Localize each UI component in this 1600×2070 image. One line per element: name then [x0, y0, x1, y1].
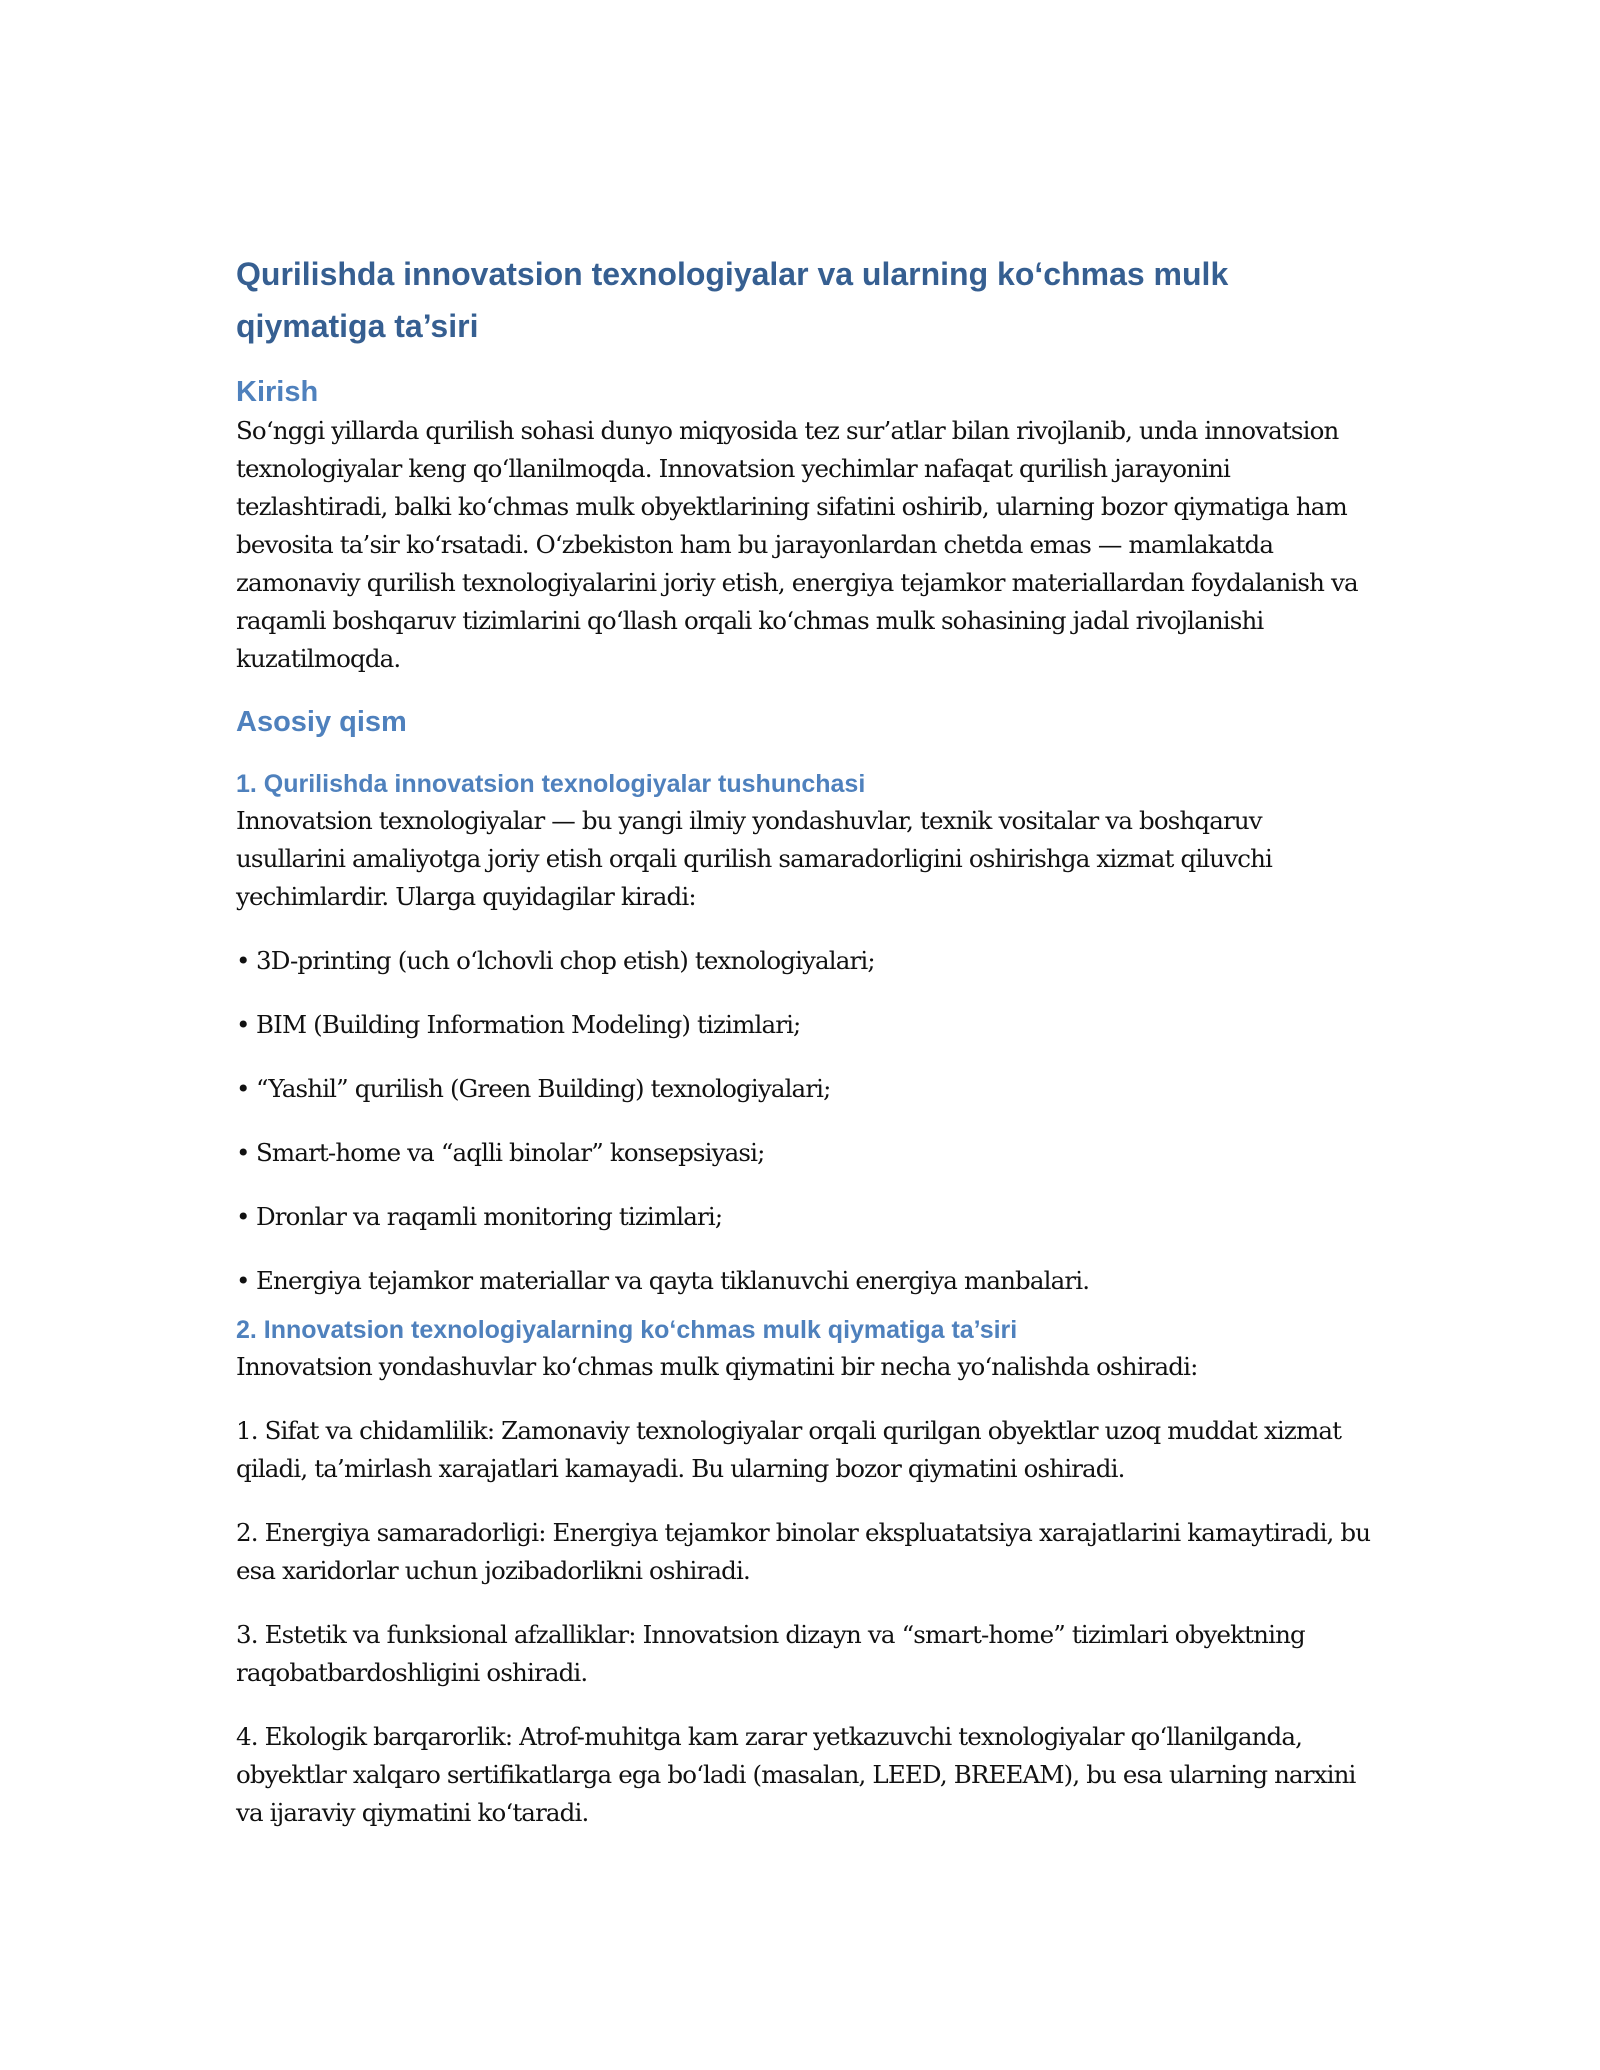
bullet-symbol: •: [236, 1266, 250, 1295]
section1-paragraph: Innovatsion texnologiyalar — bu yangi ilmiy yondashuvlar, texnik vositalar va boshqaruv usullarini amaliyotga joriy etish orqali qurilish samaradorligini oshirishga xizmat qiluvchi yechimlardir. Ularga quyidagilar kiradi:: [236, 806, 1273, 911]
intro-heading: Kirish: [236, 376, 319, 408]
bullet-symbol: •: [236, 1010, 250, 1039]
document-page: [236, 248, 1376, 1832]
section2-paragraph: Innovatsion yondashuvlar ko‘chmas mulk qiymatini bir necha yo‘nalishda oshiradi:: [236, 1352, 1198, 1381]
bullet-symbol: •: [236, 1202, 250, 1231]
numbered-item: 3. Estetik va funksional afzalliklar: Innovatsion dizayn va “smart-home” tizimlari obyektning raqobatbardoshligini oshiradi.: [236, 1620, 1305, 1687]
bullet-text: Energiya tejamkor materiallar va qayta tiklanuvchi energiya manbalari.: [256, 1266, 1090, 1295]
numbered-item: 2. Energiya samaradorligi: Energiya tejamkor binolar ekspluatatsiya xarajatlarini kamaytiradi, bu esa xaridorlar uchun jozibadorlikni oshiradi.: [236, 1518, 1371, 1585]
bullet-text: BIM (Building Information Modeling) tizimlari;: [256, 1010, 801, 1039]
bullet-item: [236, 1006, 1376, 1044]
numbered-item: 4. Ekologik barqarorlik: Atrof-muhitga kam zarar yetkazuvchi texnologiyalar qo‘llanilganda, obyektlar xalqaro sertifikatlarga ega bo‘ladi (masalan, LEED, BREEAM), bu esa ularning narxini va ijaraviy qiymatini ko‘taradi.: [236, 1722, 1356, 1827]
bullet-item: [236, 1198, 1376, 1236]
section1-heading: 1. Qurilishda innovatsion texnologiyalar tushunchasi: [236, 770, 866, 798]
bullet-symbol: •: [236, 1138, 250, 1167]
bullet-item: [236, 1134, 1376, 1172]
bullet-symbol: •: [236, 946, 250, 975]
bullet-item: [236, 1070, 1376, 1108]
numbered-item: 1. Sifat va chidamlilik: Zamonaviy texnologiyalar orqali qurilgan obyektlar uzoq muddat xizmat qiladi, ta’mirlash xarajatlari kamayadi. Bu ularning bozor qiymatini oshiradi.: [236, 1416, 1342, 1483]
bullet-text: Dronlar va raqamli monitoring tizimlari;: [256, 1202, 723, 1231]
bullet-text: “Yashil” qurilish (Green Building) texnologiyalari;: [256, 1074, 831, 1103]
bullet-text: 3D-printing (uch o‘lchovli chop etish) texnologiyalari;: [256, 946, 875, 975]
main-heading: Asosiy qism: [236, 706, 407, 738]
document-title: Qurilishda innovatsion texnologiyalar va ularning ko‘chmas mulk qiymatiga ta’siri: [236, 256, 1229, 344]
intro-paragraph: So‘nggi yillarda qurilish sohasi dunyo miqyosida tez sur’atlar bilan rivojlanib, unda innovatsion texnologiyalar keng qo‘llanilmoqda. Innovatsion yechimlar nafaqat qurilish jarayonini tezlashtiradi, balki ko‘chmas mulk obyektlarining sifatini oshirib, ularning bozor qiymatiga ham bevosita ta’sir ko‘rsatadi. O‘zbekiston ham bu jarayonlardan chetda emas — mamlakatda zamonaviy qurilish texnologiyalarini joriy etish, energiya tejamkor materiallardan foydalanish va raqamli boshqaruv tizimlarini qo‘llash orqali ko‘chmas mulk sohasining jadal rivojlanishi kuzatilmoqda.: [236, 416, 1358, 673]
bullet-text: Smart-home va “aqlli binolar” konsepsiyasi;: [256, 1138, 765, 1167]
bullet-symbol: •: [236, 1074, 250, 1103]
section2-heading: 2. Innovatsion texnologiyalarning ko‘chmas mulk qiymatiga ta’siri: [236, 1316, 1018, 1344]
bullet-item: [236, 1262, 1376, 1300]
bullet-item: [236, 942, 1376, 980]
